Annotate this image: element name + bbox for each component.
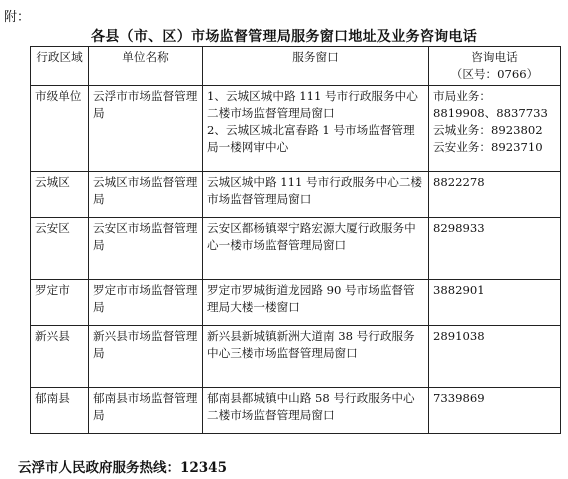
- cell-window: 罗定市罗城街道龙园路 90 号市场监督管理局大楼一楼窗口: [203, 280, 429, 326]
- window-line: 2、云城区城北富春路 1 号市场监督管理局一楼网审中心: [207, 123, 415, 154]
- cell-window: 云城区城中路 111 号市行政服务中心二楼市场监督管理局窗口: [203, 172, 429, 218]
- phone-line: 8819908、8837733: [433, 106, 548, 120]
- header-unit: 单位名称: [89, 47, 203, 86]
- cell-window: [203, 86, 429, 172]
- cell-window: 新兴县新城镇新洲大道南 38 号行政服务中心三楼市场监督管理局窗口: [203, 326, 429, 388]
- phone-line: 市局业务：: [433, 89, 491, 103]
- header-district: 行政区域: [31, 47, 89, 86]
- cell-district: 市级单位: [31, 86, 89, 172]
- table-row: [31, 172, 561, 218]
- annex-label: 附：: [4, 10, 31, 25]
- table-row: [31, 280, 561, 326]
- cell-window: 云安区都杨镇翠宁路宏源大厦行政服务中心一楼市场监督管理局窗口: [203, 218, 429, 280]
- cell-unit: 郁南县市场监督管理局: [89, 388, 203, 434]
- document-title: 各县（市、区）市场监督管理局服务窗口地址及业务咨询电话: [90, 29, 478, 45]
- window-line: 1、云城区城中路 111 号市行政服务中心二楼市场监督管理局窗口: [207, 89, 418, 120]
- table-row: [31, 218, 561, 280]
- cell-unit: 罗定市市场监督管理局: [89, 280, 203, 326]
- cell-phone: 8822278: [429, 172, 561, 218]
- table-row: [31, 388, 561, 434]
- cell-unit: 云安区市场监督管理局: [89, 218, 203, 280]
- table-row: [31, 326, 561, 388]
- cell-unit: 云浮市市场监督管理局: [89, 86, 203, 172]
- cell-phone: 7339869: [429, 388, 561, 434]
- header-phone: [429, 47, 561, 86]
- header-window: 服务窗口: [203, 47, 429, 86]
- cell-district: 罗定市: [31, 280, 89, 326]
- cell-unit: 新兴县市场监督管理局: [89, 326, 203, 388]
- header-phone-title: 咨询电话: [471, 50, 518, 64]
- government-hotline: 云浮市人民政府服务热线：12345: [18, 460, 227, 476]
- cell-phone: 2891038: [429, 326, 561, 388]
- table-row: [31, 86, 561, 172]
- cell-district: 郁南县: [31, 388, 89, 434]
- header-phone-area-code: （区号：0766）: [450, 67, 539, 81]
- cell-window: 郁南县都城镇中山路 58 号行政服务中心二楼市场监督管理局窗口: [203, 388, 429, 434]
- phone-line: 云城业务：8923802: [433, 123, 543, 137]
- service-window-table: [30, 46, 561, 434]
- cell-district: 云安区: [31, 218, 89, 280]
- table-header-row: [31, 47, 561, 86]
- phone-line: 云安业务：8923710: [433, 140, 543, 154]
- cell-district: 云城区: [31, 172, 89, 218]
- cell-phone: 3882901: [429, 280, 561, 326]
- cell-phone: 8298933: [429, 218, 561, 280]
- cell-phone: [429, 86, 561, 172]
- cell-unit: 云城区市场监督管理局: [89, 172, 203, 218]
- cell-district: 新兴县: [31, 326, 89, 388]
